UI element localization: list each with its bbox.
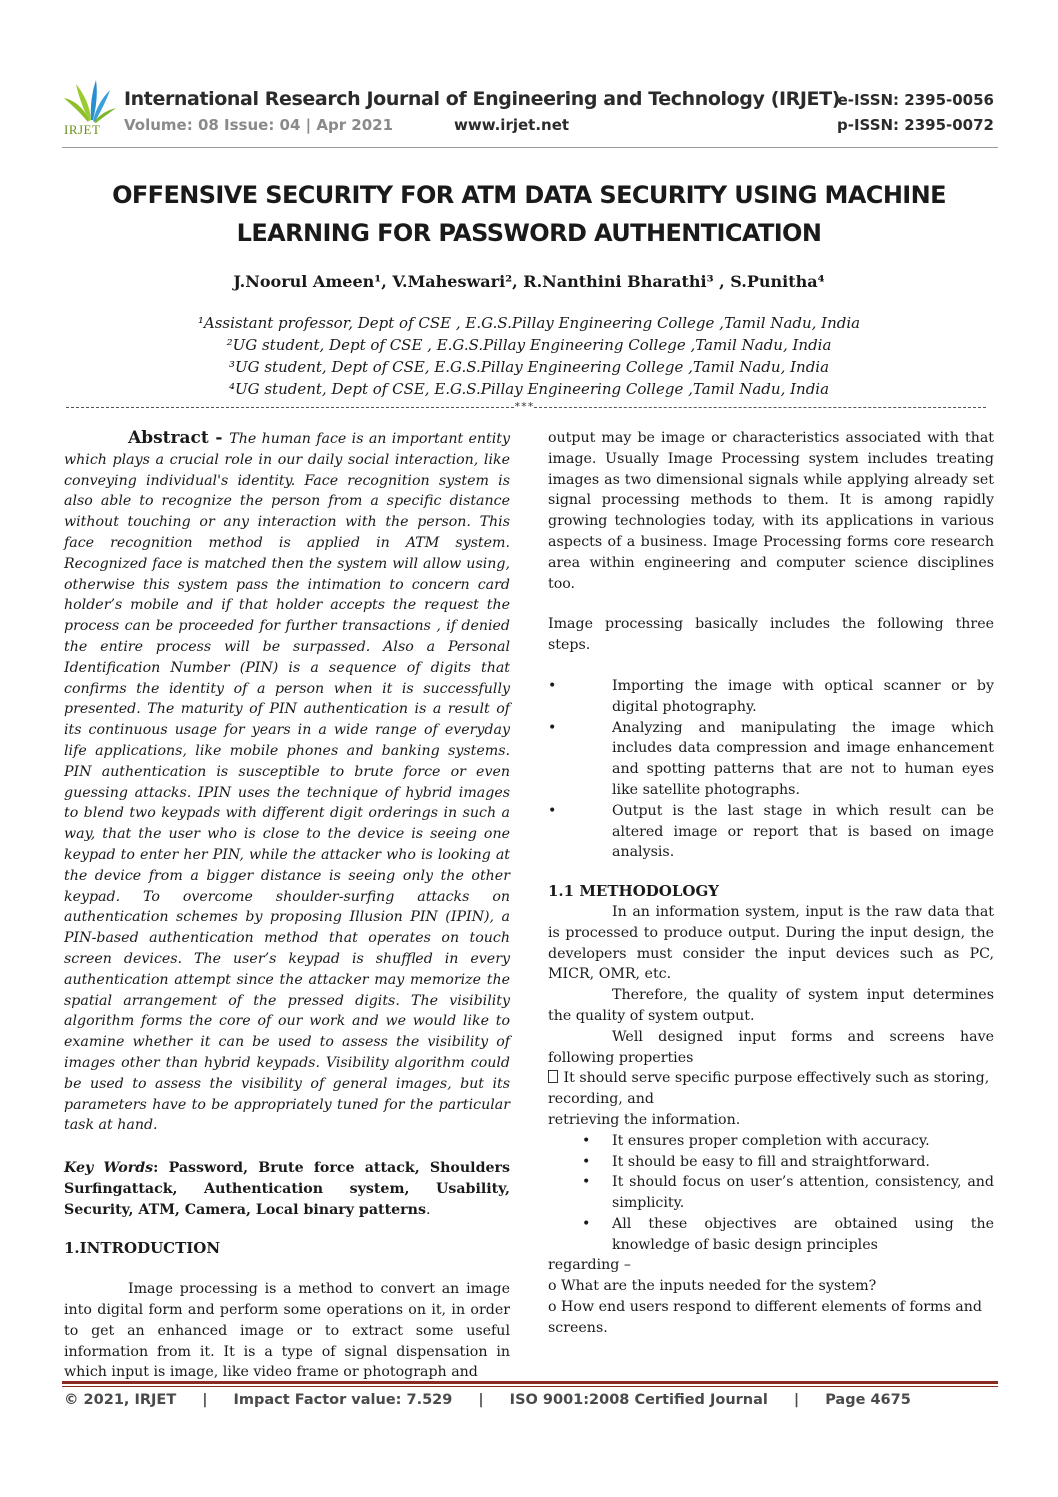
header-divider bbox=[62, 147, 998, 148]
paper-title bbox=[70, 176, 988, 252]
methodology-question-2: o How end users respond to different elements of forms and screens. bbox=[548, 1299, 982, 1336]
p-issn: p-ISSN: 2395-0072 bbox=[837, 116, 994, 134]
intro-heading: 1.INTRODUCTION bbox=[64, 1239, 221, 1258]
affiliation-1: ¹Assistant professor, Dept of CSE , E.G.S.Pillay Engineering College ,Tamil Nadu, India bbox=[197, 314, 861, 332]
keywords-label: Key Words bbox=[64, 1160, 154, 1177]
intro-paragraph-2: Image processing basically includes the following three steps. bbox=[548, 616, 994, 654]
author-list: J.Noorul Ameen¹, V.Maheswari², R.Nanthini Bharathi³ , S.Punitha⁴ bbox=[233, 272, 825, 291]
list-item: • Importing the image with optical scanner or by digital photography. bbox=[548, 677, 994, 715]
affiliation-4: ⁴UG student, Dept of CSE, E.G.S.Pillay Engineering College ,Tamil Nadu, India bbox=[228, 380, 830, 398]
intro-paragraph-1-continued: output may be image or characteristics associated with that image. Usually Image Processing system includes treating images as two dimensional signals while applying already set signal processing methods to them. It is among rapidly growing technologies today, with its applications in various aspects of a business. Image Processing forms core research area within engineering and computer science disciplines too. bbox=[548, 430, 994, 592]
methodology-paragraph-4: It should serve specific purpose effectively such as storing, recording, and bbox=[548, 1070, 990, 1108]
affiliations bbox=[70, 312, 988, 400]
methodology-regarding: regarding – bbox=[548, 1257, 631, 1274]
keywords bbox=[64, 1158, 510, 1220]
logo-text: IRJET bbox=[64, 122, 101, 137]
methodology-paragraph-5: retrieving the information. bbox=[548, 1111, 741, 1128]
footer-separator: | bbox=[793, 1392, 800, 1408]
list-item: • It should be easy to fill and straightforward. bbox=[582, 1153, 930, 1170]
footer-iso: ISO 9001:2008 Certified Journal bbox=[509, 1392, 768, 1408]
abstract-heading: Abstract - bbox=[128, 428, 230, 448]
journal-name: International Research Journal of Engineering and Technology (IRJET) bbox=[124, 88, 840, 110]
keywords-end: . bbox=[425, 1201, 431, 1218]
methodology-paragraph-2: Therefore, the quality of system input determines the quality of system output. bbox=[548, 987, 994, 1024]
methodology-paragraph-3: Well designed input forms and screens have following properties bbox=[548, 1028, 994, 1066]
separator-mark: *** bbox=[514, 400, 534, 413]
keywords-text: : Password, Brute force attack, Shoulders Surfingattack, Authentication system, Usability, Security, ATM, Camera, Local binary patterns bbox=[64, 1160, 510, 1218]
journal-website: www.irjet.net bbox=[454, 116, 570, 134]
intro-paragraph-1: Image processing is a method to convert an image into digital form and perform some operations on it, in order to get an enhanced image or to extract some useful information from it. It is a type of signal dispensation in which input is image, like video frame or photograph and bbox=[64, 1281, 510, 1381]
methodology-question-1: o What are the inputs needed for the system? bbox=[548, 1278, 877, 1295]
footer-page-number: Page 4675 bbox=[825, 1392, 911, 1408]
footer-impact-factor: Impact Factor value: 7.529 bbox=[233, 1392, 453, 1408]
left-column bbox=[64, 428, 510, 1383]
list-item: • It should focus on user’s attention, consistency, and simplicity. bbox=[582, 1174, 994, 1212]
affiliation-3: ³UG student, Dept of CSE, E.G.S.Pillay Engineering College ,Tamil Nadu, India bbox=[228, 358, 830, 376]
abstract bbox=[64, 428, 510, 1136]
section-separator bbox=[66, 400, 992, 416]
footer-copyright: © 2021, IRJET bbox=[64, 1392, 177, 1408]
page-footer bbox=[64, 1392, 911, 1408]
methodology-paragraph-1: In an information system, input is the raw data that is processed to produce output. During the input design, the developers must consider the input devices such as PC, MICR, OMR, etc. bbox=[548, 903, 994, 983]
list-item: • It ensures proper completion with accuracy. bbox=[582, 1132, 930, 1149]
affiliation-2: ²UG student, Dept of CSE , E.G.S.Pillay Engineering College ,Tamil Nadu, India bbox=[226, 336, 832, 354]
footer-rule-thick bbox=[62, 1381, 998, 1384]
title-line-1: OFFENSIVE SECURITY FOR ATM DATA SECURITY USING MACHINE bbox=[112, 181, 946, 209]
abstract-text: The human face is an important entity which plays a crucial role in our daily social interaction, like conveying individual's identity. Face recognition system is also able to recognize the person from a specific distance without touching or any interaction with the person. This face recognition method is applied in ATM system. Recognized face is matched then the system will allow using, otherwise this system pass the intimation to concern card holder’s mobile and if that holder accepts the request the process can be proceeded for further transactions , if denied the entire process will be surpassed. Also a Personal Identification Number (PIN) is a sequence of digits that confirms the identity of a person when it is successfully presented. The maturity of PIN authentication is a result of its continuous usage for years in a wide range of everyday life applications, like mobile phones and banking systems. PIN authentication is susceptible to brute force or even guessing attacks. IPIN uses the technique of hybrid images to blend two keypads with different digit orderings in such a way, that the user who is close to the device is seeing one keypad to enter her PIN, while the attacker who is looking at the device from a bigger distance is seeing only the other keypad. To overcome shoulder-surfing attacks on authentication schemes by proposing Illusion PIN (IPIN), a PIN-based authentication method that operates on touch screen devices. The user’s keypad is shuffled in every authentication attempt since the attacker may memorize the spatial arrangement of the pressed digits. The visibility algorithm forms the core of our work and we would like to examine whether it can be used to assess the visibility of images other than hybrid keypads. Visibility algorithm could be used to assess the visibility of general images, but its parameters have to be appropriately tuned for the particular task at hand. bbox=[64, 431, 510, 1134]
e-issn: e-ISSN: 2395-0056 bbox=[837, 91, 994, 109]
volume-issue: Volume: 08 Issue: 04 | Apr 2021 bbox=[124, 116, 394, 134]
right-column bbox=[548, 428, 994, 1339]
list-item: • Analyzing and manipulating the image which includes data compression and image enhancement and spotting patterns that are not to human eyes like satellite photographs. bbox=[548, 719, 994, 798]
list-item: • Output is the last stage in which result can be altered image or report that is based on image analysis. bbox=[548, 802, 994, 861]
journal-header bbox=[62, 78, 998, 148]
title-line-2: LEARNING FOR PASSWORD AUTHENTICATION bbox=[236, 219, 822, 247]
footer-rule-thin bbox=[62, 1386, 998, 1387]
methodology-heading: 1.1 METHODOLOGY bbox=[548, 882, 719, 901]
list-item: • All these objectives are obtained using the knowledge of basic design principles bbox=[582, 1215, 994, 1253]
footer-separator: | bbox=[202, 1392, 208, 1408]
footer-separator: | bbox=[478, 1392, 484, 1408]
